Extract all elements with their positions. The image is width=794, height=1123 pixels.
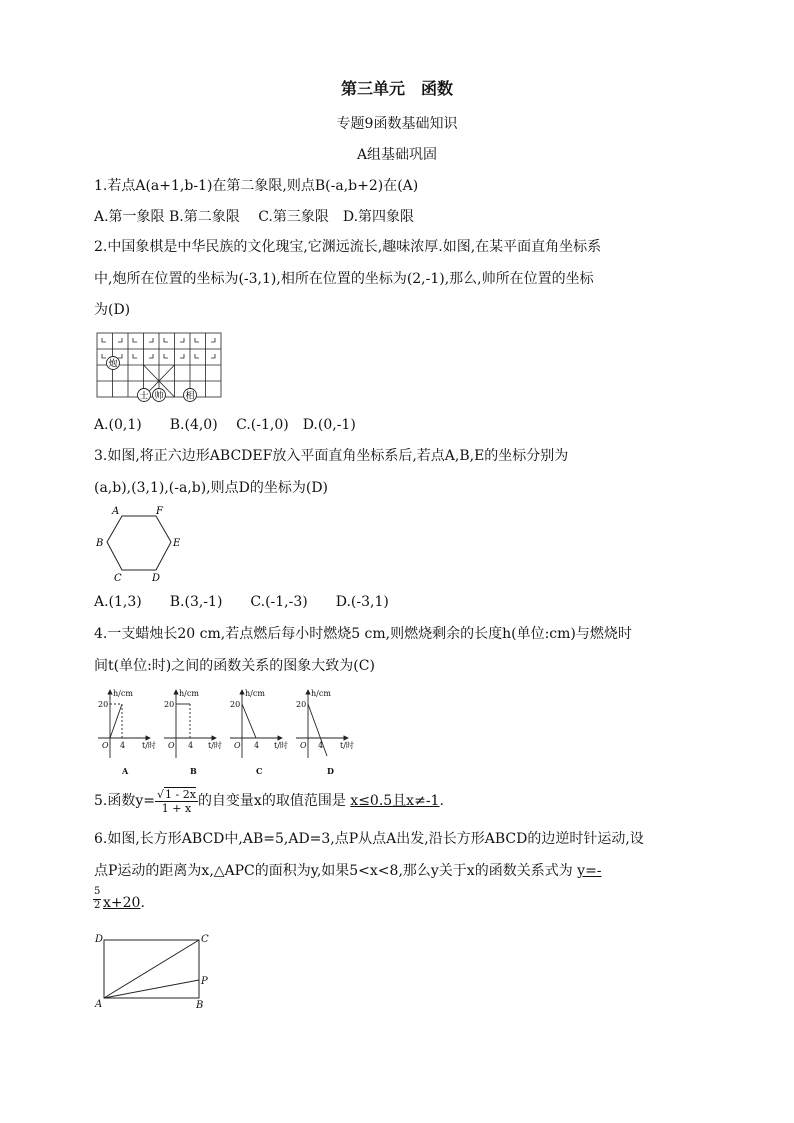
q5-line: 5.函数y= $\frac{√1 - 2x}{1 + x}$ 的自变量x的取值范围是 x≤0.5且x≠-1. [94,787,444,815]
svg-text:20: 20 [164,700,175,709]
svg-text:h/cm: h/cm [179,689,199,698]
q3-line2: (a,b),(3,1),(-a,b),则点D的坐标为(D) [94,480,329,496]
hex-label-b: B [96,538,104,549]
q2-line2: 中,炮所在位置的坐标为(-3,1),相所在位置的坐标为(2,-1),那么,帅所在位置的坐标 [94,271,594,287]
svg-text:h/cm: h/cm [245,689,265,698]
svg-text:h/cm: h/cm [311,689,331,698]
rect-label-c: C [201,934,209,945]
svg-text:4: 4 [254,741,260,750]
graph-a-y-tick: 20 [98,700,109,709]
rect-label-b: B [196,1000,204,1011]
graph-b-caption: B [190,766,197,776]
rectangle-figure [94,928,214,1012]
q2-line1: 2.中国象棋是中华民族的文化瑰宝,它渊远流长,趣味浓厚.如图,在某平面直角坐标系 [94,239,602,255]
q1-options: A.第一象限 B.第二象限 C.第三象限 D.第四象限 [94,209,415,225]
q4-line2: 间t(单位:时)之间的函数关系的图象大致为(C) [94,658,375,674]
svg-text:4: 4 [120,741,126,750]
group-title: A组基础巩固 [356,147,438,163]
graph-a-x-label: t/时 [142,741,156,750]
topic-title: 专题9函数基础知识 [336,116,458,132]
svg-text:O: O [102,741,109,750]
hex-label-f: F [156,506,163,517]
svg-text:t/时: t/时 [340,741,354,750]
q4-line1: 4.一支蜡烛长20 cm,若点燃后每小时燃烧5 cm,则燃烧剩余的长度h(单位:cm)与燃烧时 [94,626,632,642]
rect-label-d: D [95,934,104,945]
svg-text:4: 4 [318,741,324,750]
q6-answer-start: y=- [577,863,602,879]
q6-frac-num: 5 [94,886,101,897]
hex-label-d: D [152,573,161,584]
candle-graphs-figure [92,686,382,778]
q6-line3: x+20. [103,895,145,911]
svg-text:炮: 炮 [108,359,118,370]
graph-a-y-label: h/cm [113,689,133,698]
shi-piece [138,389,151,402]
pao-piece [107,357,120,370]
xiang-piece [184,389,197,402]
q6-line2: 点P运动的距离为x,△APC的面积为y,如果5<x<8,那么y关于x的函数关系式为 y=- [94,863,602,879]
hex-label-c: C [114,573,122,584]
chess-board-figure [96,332,224,402]
svg-text:O: O [168,741,175,750]
svg-text:t/时: t/时 [274,741,288,750]
q6-line1: 6.如图,长方形ABCD中,AB=5,AD=3,点P从点A出发,沿长方形ABCD的边逆时针运动,设 [94,831,644,847]
q1-stem: 1.若点A(a+1,b-1)在第二象限,则点B(-a,b+2)在(A) [94,178,419,194]
graph-c-caption: C [256,766,263,776]
shuai-piece [153,389,166,402]
rect-label-p: P [201,976,208,987]
svg-text:相: 相 [185,391,195,402]
svg-text:O: O [300,741,307,750]
unit-title: 第三单元 函数 [340,79,453,98]
hex-label-e: E [173,538,181,549]
svg-text:t/时: t/时 [208,741,222,750]
q2-options: A.(0,1) B.(4,0) C.(-1,0) D.(0,-1) [94,417,356,433]
graph-d-caption: D [327,766,334,776]
svg-text:20: 20 [296,700,307,709]
hex-label-a: A [112,506,120,517]
rect-label-a: A [95,999,103,1010]
svg-text:帅: 帅 [154,391,164,402]
q3-line1: 3.如图,将正六边形ABCDEF放入平面直角坐标系后,若点A,B,E的坐标分别为 [94,448,569,464]
hexagon-figure [94,504,184,586]
q3-options: A.(1,3) B.(3,-1) C.(-1,-3) D.(-3,1) [94,594,389,610]
graph-a-caption: A [122,766,129,776]
q6-frac-den: 2 [94,900,101,911]
svg-text:士: 士 [139,391,149,402]
svg-text:4: 4 [188,741,194,750]
q5-fraction: $\frac{√1 - 2x}{1 + x}$ [157,787,196,815]
q5-answer: x≤0.5且x≠-1 [350,793,440,809]
svg-text:O: O [234,741,241,750]
svg-text:20: 20 [230,700,241,709]
q2-line3: 为(D) [94,302,131,318]
